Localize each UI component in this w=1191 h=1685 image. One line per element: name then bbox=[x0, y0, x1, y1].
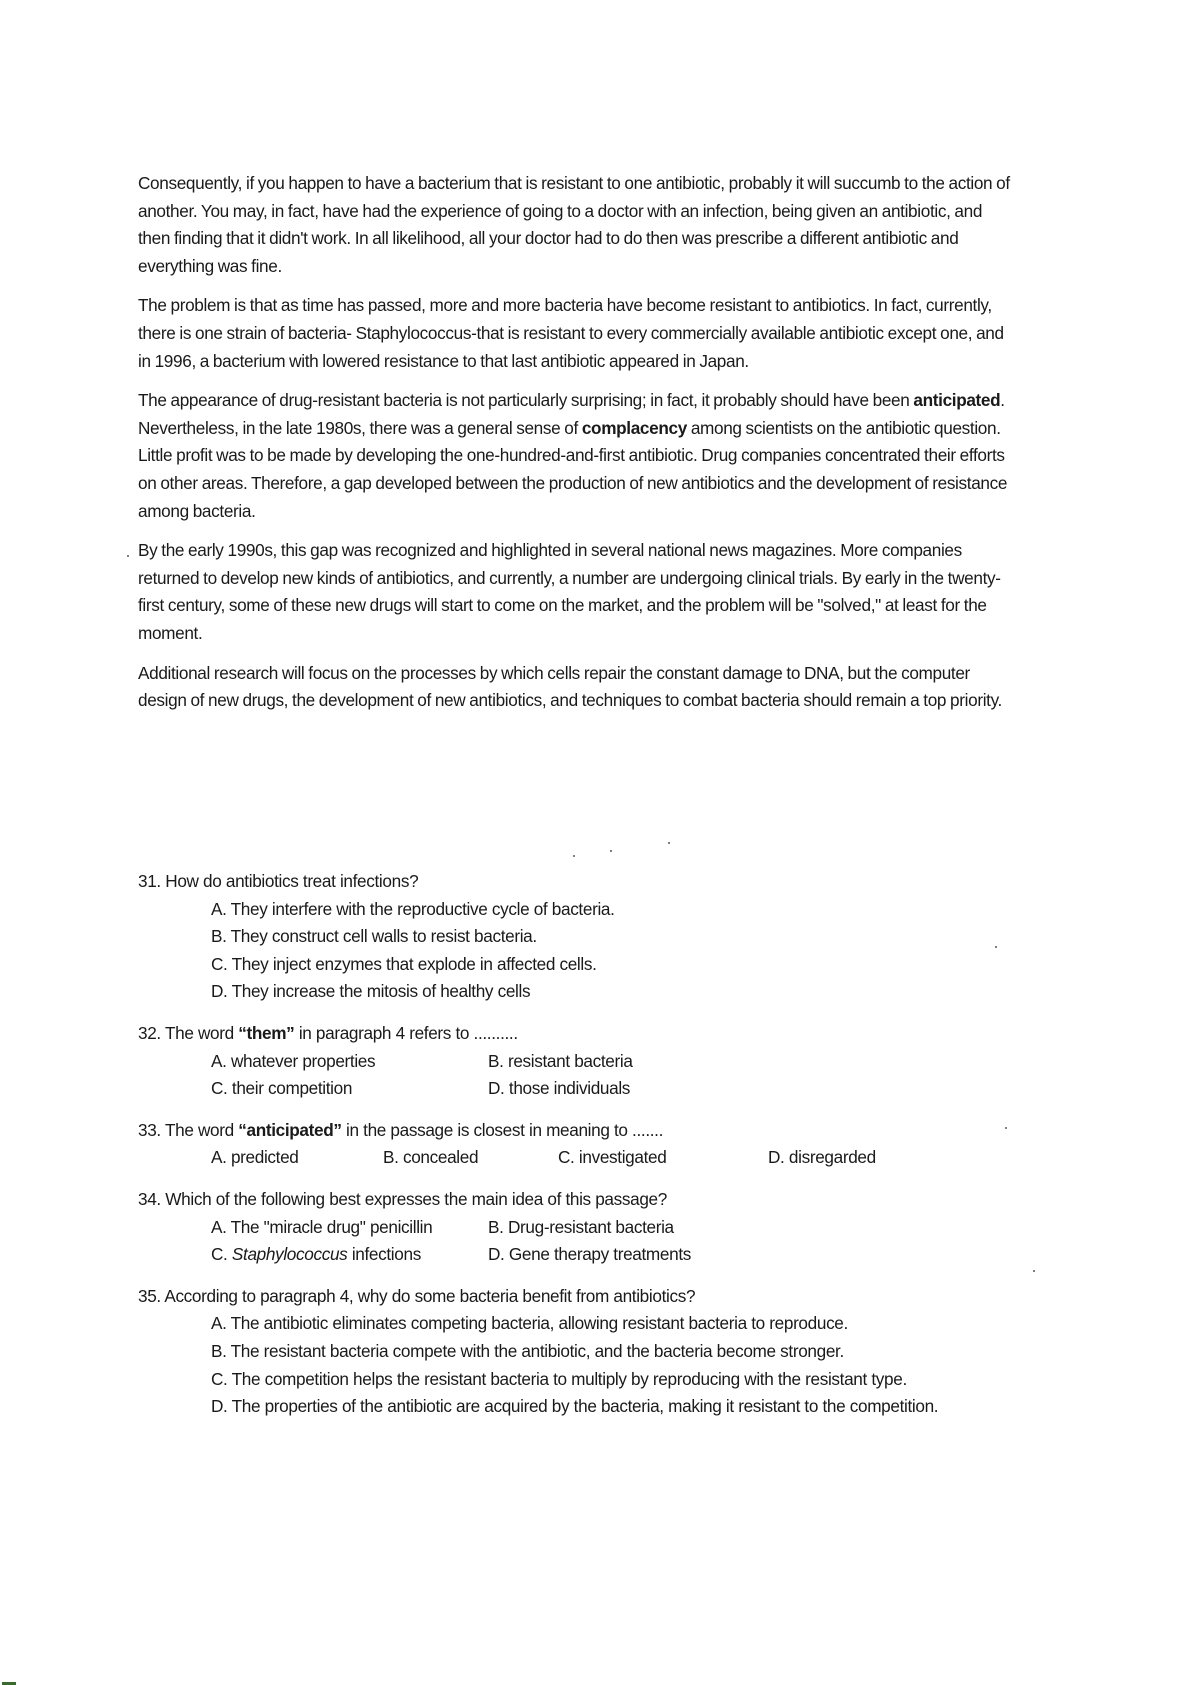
question-stem bbox=[138, 1283, 1038, 1311]
scan-speck bbox=[1005, 1127, 1007, 1129]
paragraph-3 bbox=[138, 387, 1018, 525]
question-text: The word bbox=[164, 1119, 239, 1140]
option-a[interactable]: A. The antibiotic eliminates competing bacteria, allowing resistant bacteria to reproduce. bbox=[211, 1313, 848, 1334]
paragraph-text: The problem is that as time has passed, more and more bacteria have become resistant to antibiotics. In fact, currently, there is one strain of bacteria- Staphylococcus-that is resistant to every commercially available antibiotic except one, and in 1996, a bacterium with lowered resistance to that last antibiotic appeared in Japan. bbox=[138, 295, 1004, 371]
option-c[interactable]: C. They inject enzymes that explode in affected cells. bbox=[211, 953, 597, 974]
paragraph-text: . Nevertheless, in the late 1980s, there was a general sense of bbox=[138, 390, 1005, 438]
option-italic-term: Staphylococcus bbox=[231, 1244, 348, 1265]
paragraph-text: Additional research will focus on the processes by which cells repair the constant damage to DNA, but the computer design of new drugs, the development of new antibiotics, and techniques to combat bacteria should remain a top priority. bbox=[138, 662, 1002, 711]
question-text: According to paragraph 4, why do some bacteria benefit from antibiotics? bbox=[164, 1285, 696, 1306]
question-keyword: “them” bbox=[238, 1022, 295, 1043]
paragraph-1 bbox=[138, 170, 1018, 280]
paragraph-2 bbox=[138, 292, 1018, 375]
option-c[interactable]: C. their competition bbox=[211, 1078, 353, 1099]
scan-speck bbox=[1033, 1270, 1035, 1272]
options bbox=[138, 1310, 1038, 1420]
bold-word-anticipated: anticipated bbox=[913, 390, 1001, 411]
option-c[interactable]: C. investigated bbox=[558, 1147, 667, 1168]
paragraph-text: Consequently, if you happen to have a bacterium that is resistant to one antibiotic, probably it will succumb to the action of another. You may, in fact, have had the experience of going to a doctor with an infection, being given an antibiotic, and then finding that it didn't work. In all likelihood, all your doctor had to do then was prescribe a different antibiotic and everything was fine. bbox=[138, 173, 1010, 276]
question-stem bbox=[138, 868, 1038, 896]
options bbox=[138, 1144, 1038, 1172]
question-number: 34. bbox=[138, 1188, 161, 1209]
option-a[interactable]: A. They interfere with the reproductive cycle of bacteria. bbox=[211, 898, 615, 919]
scan-speck bbox=[995, 946, 997, 948]
option-d[interactable]: D. They increase the mitosis of healthy cells bbox=[211, 981, 531, 1002]
option-d[interactable]: D. disregarded bbox=[768, 1147, 876, 1168]
question-32 bbox=[138, 1020, 1038, 1103]
question-stem bbox=[138, 1117, 1038, 1145]
question-33 bbox=[138, 1117, 1038, 1172]
question-31 bbox=[138, 868, 1038, 1006]
paragraph-text: among scientists on the antibiotic question. Little profit was to be made by developing the one-hundred-and-first antibiotic. Drug companies concentrated their efforts on other areas. Therefore, a gap developed between the production of new antibiotics and the development of resistance among bacteria. bbox=[138, 417, 1008, 521]
question-text: Which of the following best expresses the main idea of this passage? bbox=[165, 1188, 667, 1209]
question-text: in the passage is closest in meaning to ....... bbox=[341, 1119, 664, 1140]
option-b[interactable]: B. They construct cell walls to resist bacteria. bbox=[211, 926, 537, 947]
option-b[interactable]: B. The resistant bacteria compete with the antibiotic, and the bacteria become stronger. bbox=[211, 1340, 844, 1361]
option-c[interactable] bbox=[211, 1241, 488, 1269]
question-35 bbox=[138, 1283, 1038, 1421]
option-c[interactable]: C. The competition helps the resistant bacteria to multiply by reproducing with the resistant type. bbox=[211, 1368, 907, 1389]
option-b[interactable]: B. concealed bbox=[383, 1147, 479, 1168]
question-list bbox=[138, 868, 1038, 1435]
question-text: The word bbox=[164, 1022, 239, 1043]
paragraph-4 bbox=[138, 537, 1018, 647]
reading-passage bbox=[138, 170, 1018, 727]
paragraph-5 bbox=[138, 660, 1018, 715]
option-a[interactable]: A. predicted bbox=[211, 1147, 299, 1168]
options bbox=[138, 1048, 1038, 1103]
question-stem bbox=[138, 1020, 1038, 1048]
option-d[interactable]: D. those individuals bbox=[488, 1078, 631, 1099]
scan-speck bbox=[127, 555, 129, 557]
question-keyword: “anticipated” bbox=[238, 1119, 342, 1140]
option-b[interactable]: B. resistant bacteria bbox=[488, 1050, 633, 1071]
question-34 bbox=[138, 1186, 1038, 1269]
option-a[interactable]: A. whatever properties bbox=[211, 1050, 376, 1071]
scan-speck bbox=[573, 855, 575, 857]
question-text: How do antibiotics treat infections? bbox=[165, 871, 419, 891]
option-d[interactable]: D. Gene therapy treatments bbox=[488, 1244, 691, 1265]
scan-speck bbox=[668, 842, 670, 844]
question-number: 33. bbox=[138, 1119, 161, 1140]
option-text: infections bbox=[347, 1244, 421, 1265]
options bbox=[138, 896, 1038, 1006]
options bbox=[138, 1214, 1038, 1269]
option-label: C. bbox=[211, 1244, 232, 1265]
scan-speck bbox=[610, 850, 612, 852]
option-a[interactable]: A. The "miracle drug" penicillin bbox=[211, 1216, 433, 1237]
paragraph-text: The appearance of drug-resistant bacteria is not particularly surprising; in fact, it probably should have been bbox=[138, 390, 914, 411]
option-d[interactable]: D. The properties of the antibiotic are acquired by the bacteria, making it resistant to the competition. bbox=[211, 1396, 939, 1417]
question-text: in paragraph 4 refers to .......... bbox=[294, 1022, 518, 1043]
paragraph-text: By the early 1990s, this gap was recognized and highlighted in several national news magazines. More companies returned to develop new kinds of antibiotics, and currently, a number are undergoing clinical trials. By early in the twenty-first century, some of these new drugs will start to come on the market, and the problem will be "solved," at least for the moment. bbox=[138, 540, 1001, 643]
question-number: 35. bbox=[138, 1285, 161, 1306]
option-b[interactable]: B. Drug-resistant bacteria bbox=[488, 1216, 674, 1237]
bold-word-complacency: complacency bbox=[581, 417, 687, 438]
question-number: 32. bbox=[138, 1022, 161, 1043]
question-stem bbox=[138, 1186, 1038, 1214]
question-number: 31. bbox=[138, 871, 161, 891]
